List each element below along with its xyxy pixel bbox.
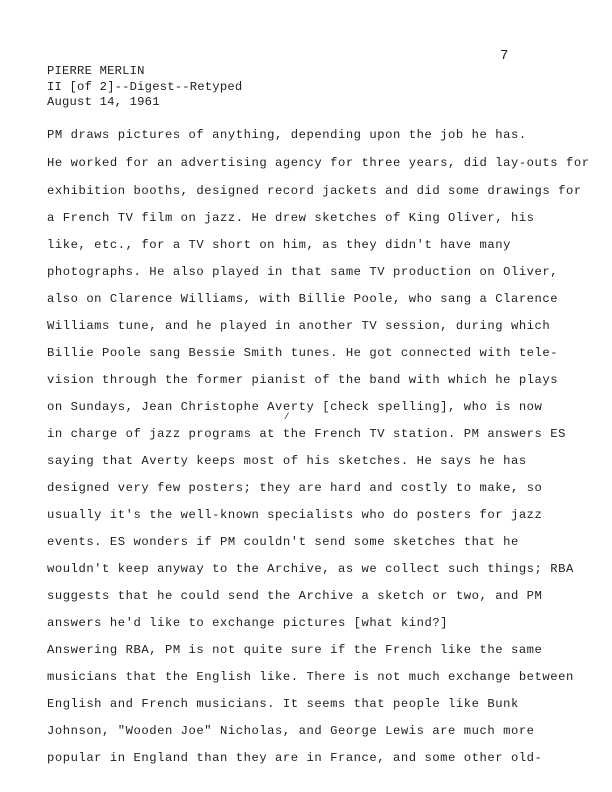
text-line: in charge of jazz programs at the French TV station. PM answers ES	[47, 427, 567, 441]
text-line: events. ES wonders if PM couldn't send some sketches that he	[47, 535, 519, 549]
text-line: exhibition booths, designed record jackets and did some drawings for	[47, 184, 582, 198]
header-part: II [of 2]--Digest--Retyped	[47, 79, 243, 94]
text-line: designed very few posters; they are hard and costly to make, so	[47, 481, 543, 495]
text-line: Williams tune, and he played in another TV session, during which	[47, 319, 551, 333]
text-line: answers he'd like to exchange pictures [what kind?]	[47, 616, 449, 630]
page-number: 7	[500, 48, 509, 64]
text-line: like, etc., for a TV short on him, as they didn't have many	[47, 238, 511, 252]
text-line: Billie Poole sang Bessie Smith tunes. He got connected with tele-	[47, 346, 559, 360]
text-line: usually it's the well-known specialists who do posters for jazz	[47, 508, 543, 522]
header-name: PIERRE MERLIN	[47, 64, 145, 78]
text-line: Answering RBA, PM is not quite sure if the French like the same	[47, 643, 543, 657]
text-line: English and French musicians. It seems that people like Bunk	[47, 697, 519, 711]
header-date: August 14, 1961	[47, 95, 160, 109]
text-line: also on Clarence Williams, with Billie Poole, who sang a Clarence	[47, 292, 559, 306]
text-line: on Sundays, Jean Christophe Averty [check spelling], who is now	[47, 400, 543, 414]
text-line: photographs. He also played in that same TV production on Oliver,	[47, 265, 559, 279]
text-line: a French TV film on jazz. He drew sketches of King Oliver, his	[47, 211, 535, 225]
text-line: suggests that he could send the Archive a sketch or two, and PM	[47, 589, 543, 603]
text-line: wouldn't keep anyway to the Archive, as we collect such things; RBA	[47, 562, 574, 576]
text-line: saying that Averty keeps most of his sketches. He says he has	[47, 454, 527, 468]
text-line: vision through the former pianist of the band with which he plays	[47, 373, 559, 387]
text-line: musicians that the English like. There is not much exchange between	[47, 670, 574, 684]
insert-mark: /	[284, 412, 290, 422]
document-header	[47, 64, 242, 111]
text-line: popular in England than they are in France, and some other old-	[47, 751, 543, 765]
text-line: Johnson, "Wooden Joe" Nicholas, and George Lewis are much more	[47, 724, 535, 738]
text-line: He worked for an advertising agency for three years, did lay-outs for	[47, 156, 590, 170]
text-line: PM draws pictures of anything, depending upon the job he has.	[47, 128, 527, 142]
